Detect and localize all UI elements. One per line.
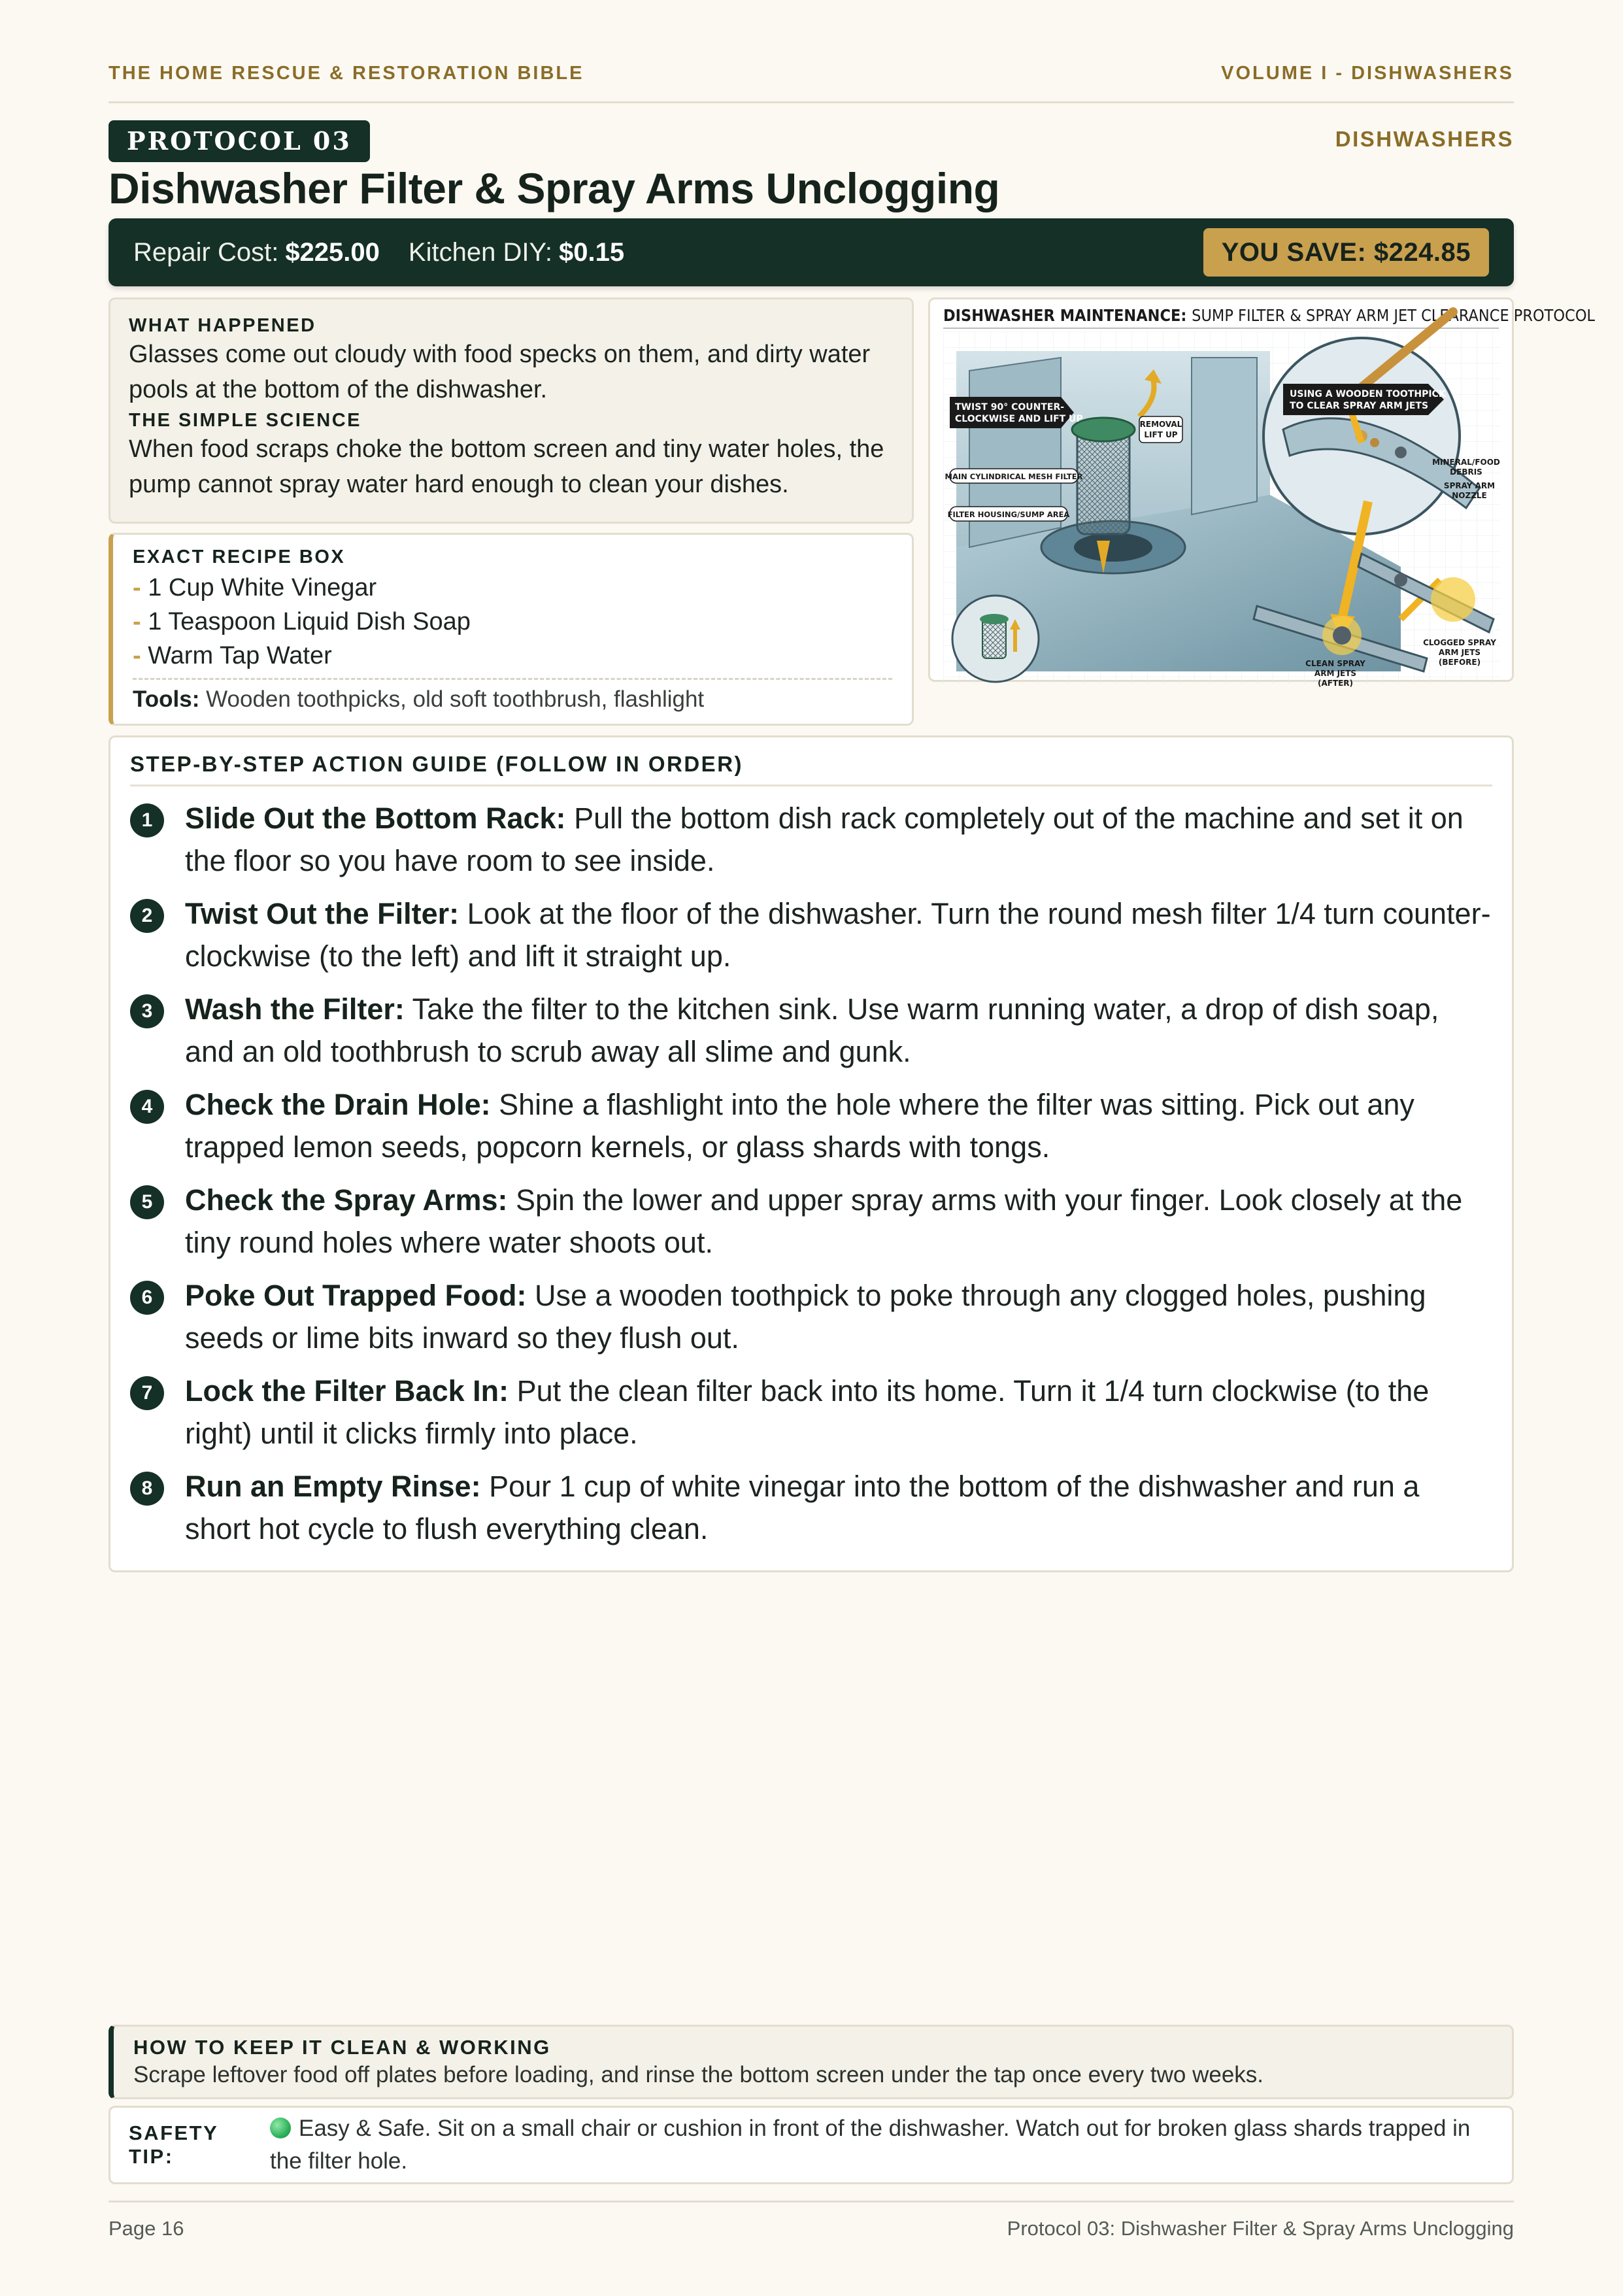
callout-twist [950, 397, 1083, 428]
step-text: Twist Out the Filter: Look at the floor of the dishwasher. Turn the round mesh filter 1/4 turn counter-clockwise (to the left) and lift it straight up. [185, 897, 1491, 973]
page-title: Dishwasher Filter & Spray Arms Unclogging [109, 164, 1000, 212]
step-item [130, 1179, 1492, 1264]
callout-housing [948, 507, 1070, 521]
step-number-badge: 7 [130, 1376, 164, 1410]
step-text: Poke Out Trapped Food: Use a wooden toothpick to poke through any clogged holes, pushing seeds or lime bits inward so they flush out. [185, 1279, 1426, 1355]
what-happened-text: Glasses come out cloudy with food specks on them, and dirty water pools at the bottom of the dishwasher. [129, 341, 871, 403]
step-number-badge: 3 [130, 994, 164, 1028]
svg-text:MINERAL/FOOD: MINERAL/FOOD [1432, 458, 1500, 467]
svg-text:CLOGGED SPRAY: CLOGGED SPRAY [1423, 638, 1496, 647]
green-circle-icon [270, 2118, 291, 2138]
svg-text:(AFTER): (AFTER) [1317, 679, 1354, 688]
safety-tip-label: SAFETY TIP: [129, 2121, 218, 2168]
svg-text:USING A WOODEN TOOTHPICK: USING A WOODEN TOOTHPICK [1290, 389, 1446, 399]
svg-text:TWIST 90° COUNTER-: TWIST 90° COUNTER- [955, 402, 1065, 413]
explanation-card [109, 297, 914, 524]
step-item [130, 797, 1492, 882]
svg-text:CLEAN SPRAY: CLEAN SPRAY [1305, 659, 1365, 668]
diy-cost-value: $0.15 [559, 237, 625, 267]
diy-cost-label: Kitchen DIY: [408, 237, 553, 267]
svg-text:TO CLEAR SPRAY ARM JETS: TO CLEAR SPRAY ARM JETS [1290, 401, 1429, 411]
svg-text:MAIN CYLINDRICAL MESH FILTER: MAIN CYLINDRICAL MESH FILTER [945, 472, 1083, 481]
step-text: Check the Drain Hole: Shine a flashlight into the hole where the filter was sitting. Pick out any trapped lemon seeds, popcorn kernels, or glass shards with tongs. [185, 1088, 1414, 1164]
step-text: Slide Out the Bottom Rack: Pull the bottom dish rack completely out of the machine and set it on the floor so you have room to see inside. [185, 802, 1464, 877]
tools-label: Tools: [133, 686, 200, 712]
cost-bar [109, 218, 1514, 286]
what-happened-label: WHAT HAPPENED [129, 315, 316, 336]
svg-text:ARM JETS: ARM JETS [1314, 669, 1357, 678]
maintenance-tip-box [109, 2025, 1514, 2099]
step-item [130, 892, 1492, 977]
svg-text:REMOVAL: REMOVAL [1139, 420, 1182, 429]
illustration-title: DISHWASHER MAINTENANCE: SUMP FILTER & SPRAY ARM JET CLEARANCE PROTOCOL [943, 306, 1499, 329]
simple-science-text: When food scraps choke the bottom screen and tiny water holes, the pump cannot spray water hard enough to clean your dishes. [129, 435, 884, 498]
repair-cost-label: Repair Cost: [133, 237, 279, 267]
step-number-badge: 2 [130, 899, 164, 933]
callout-toothpick [1283, 384, 1447, 415]
tools-text: Wooden toothpicks, old soft toothbrush, flashlight [206, 686, 705, 712]
step-text: Lock the Filter Back In: Put the clean filter back into its home. Turn it 1/4 turn clockwise (to the right) until it clicks firmly into place. [185, 1374, 1430, 1450]
step-number-badge: 5 [130, 1185, 164, 1219]
step-item [130, 1465, 1492, 1550]
svg-text:(BEFORE): (BEFORE) [1438, 658, 1481, 667]
dishwasher-diagram [943, 331, 1500, 688]
step-guide-heading: STEP-BY-STEP ACTION GUIDE (FOLLOW IN ORDER) [130, 752, 1492, 786]
svg-text:NOZZLE: NOZZLE [1452, 491, 1487, 500]
callout-mesh [945, 469, 1083, 483]
step-number-badge: 4 [130, 1090, 164, 1124]
maintenance-illustration [928, 297, 1596, 688]
step-item [130, 988, 1492, 1073]
step-number-badge: 8 [130, 1472, 164, 1506]
protocol-badge: PROTOCOL 03 [109, 120, 370, 162]
callout-removal [1139, 416, 1182, 443]
svg-text:SPRAY ARM: SPRAY ARM [1443, 481, 1496, 490]
running-header [109, 63, 1514, 103]
recipe-box [109, 533, 914, 726]
page-footer [109, 2201, 1514, 2240]
category-label: DISHWASHERS [1335, 127, 1514, 151]
repair-cost-value: $225.00 [285, 237, 380, 267]
step-item [130, 1370, 1492, 1455]
safety-tip-text: Easy & Safe. Sit on a small chair or cushion in front of the dishwasher. Watch out for broken glass shards trapped in the filter hole. [270, 2116, 1471, 2174]
volume-label: VOLUME I - DISHWASHERS [1221, 63, 1514, 84]
simple-science-label: THE SIMPLE SCIENCE [129, 410, 361, 431]
step-text: Check the Spray Arms: Spin the lower and upper spray arms with your finger. Look closely at the tiny round holes where water shoots out. [185, 1183, 1463, 1259]
page-number: Page 16 [109, 2217, 184, 2240]
savings-badge: YOU SAVE: $224.85 [1203, 228, 1489, 277]
footer-running-title: Protocol 03: Dishwasher Filter & Spray Arms Unclogging [1007, 2217, 1514, 2240]
safety-tip-box [109, 2106, 1514, 2184]
step-number-badge: 6 [130, 1281, 164, 1315]
recipe-label: EXACT RECIPE BOX [133, 547, 346, 567]
step-guide [109, 735, 1514, 1572]
keep-clean-text: Scrape leftover food off plates before loading, and rinse the bottom screen under the tap once every two weeks. [133, 2062, 1264, 2087]
svg-text:CLOCKWISE AND LIFT UP: CLOCKWISE AND LIFT UP [955, 414, 1083, 424]
keep-clean-label: HOW TO KEEP IT CLEAN & WORKING [133, 2036, 551, 2059]
document-page [109, 0, 1596, 2296]
svg-text:LIFT UP: LIFT UP [1144, 430, 1178, 439]
recipe-item: - 1 Teaspoon Liquid Dish Soap [133, 608, 471, 635]
book-title: THE HOME RESCUE & RESTORATION BIBLE [109, 63, 584, 84]
recipe-item: - 1 Cup White Vinegar [133, 574, 377, 601]
recipe-item: - Warm Tap Water [133, 642, 332, 669]
step-item [130, 1274, 1492, 1359]
svg-text:ARM JETS: ARM JETS [1438, 648, 1481, 657]
step-item [130, 1083, 1492, 1168]
tools-line [133, 678, 892, 713]
step-number-badge: 1 [130, 803, 164, 837]
svg-text:FILTER HOUSING/SUMP AREA: FILTER HOUSING/SUMP AREA [947, 510, 1070, 519]
step-text: Wash the Filter: Take the filter to the kitchen sink. Use warm running water, a drop of dish soap, and an old toothbrush to scrub away all slime and gunk. [185, 992, 1439, 1068]
svg-text:DEBRIS: DEBRIS [1450, 467, 1482, 477]
step-text: Run an Empty Rinse: Pour 1 cup of white vinegar into the bottom of the dishwasher and run a short hot cycle to flush everything clean. [185, 1470, 1420, 1545]
